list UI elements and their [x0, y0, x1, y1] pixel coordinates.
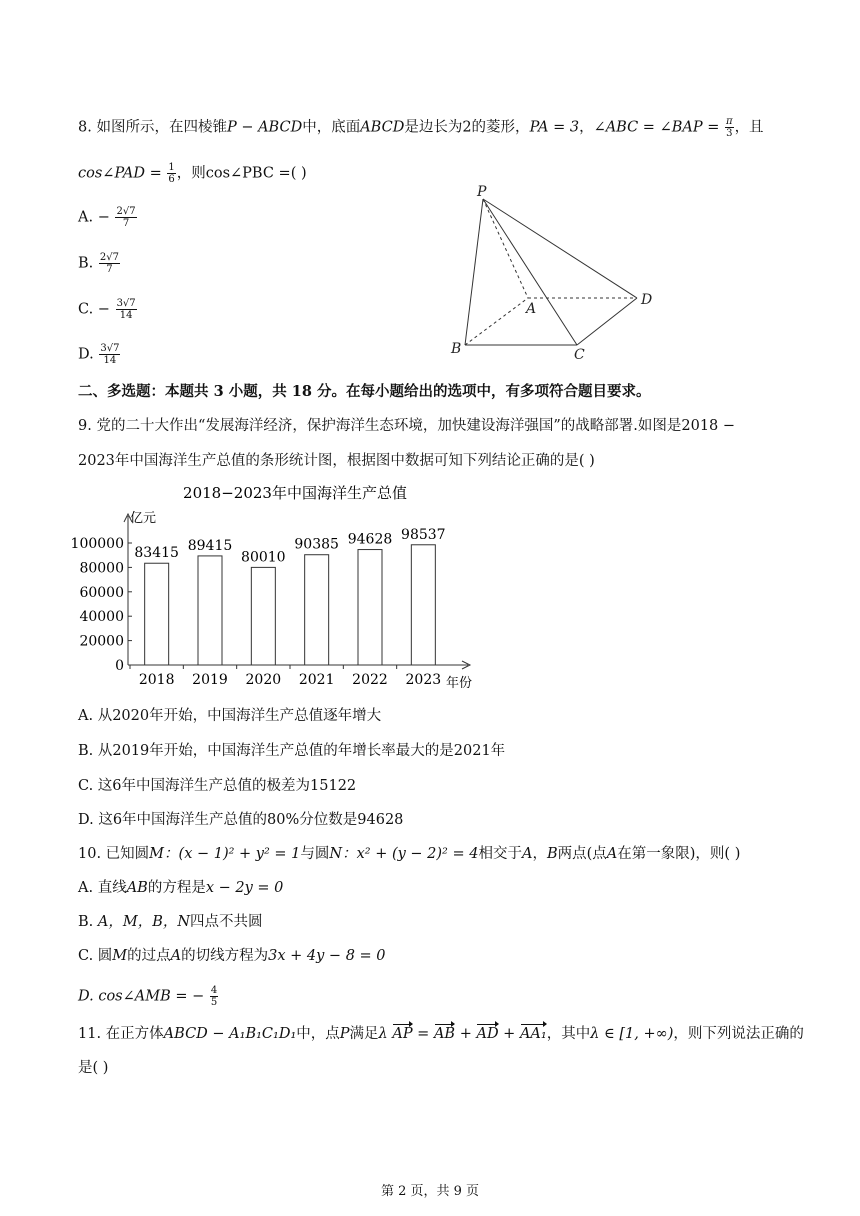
- q9-option-a: A. 从2020年开始，中国海洋生产总值逐年增大: [78, 708, 382, 724]
- q8-angles: ∠ABC = ∠BAP =: [593, 119, 720, 136]
- page-footer: 第 2 页，共 9 页: [380, 1184, 480, 1199]
- data-label: 98537: [401, 526, 446, 543]
- q8-stem-line2: [78, 162, 307, 185]
- q10-text: 两点(点: [557, 846, 607, 862]
- frac-num: 1: [168, 162, 175, 173]
- edge-cd: [577, 298, 637, 345]
- label-d: D: [641, 292, 653, 308]
- section-heading: [78, 381, 651, 403]
- bar-2020: [251, 567, 275, 665]
- q10-circle-n: N: [329, 846, 343, 862]
- bar-2019: [198, 556, 222, 665]
- q8-base: ABCD: [360, 119, 405, 136]
- y-tick-label: 60000: [79, 584, 124, 601]
- q10-text: 相交于: [478, 846, 522, 862]
- q11-cube: ABCD − A₁B₁C₁D₁: [163, 1026, 297, 1042]
- q9-stem-line2: 2023年中国海洋生产总值的条形统计图，根据图中数据可知下列结论正确的是( ): [78, 453, 595, 469]
- vector-aa1: AA₁: [520, 1023, 547, 1045]
- q10-option-d: [78, 985, 219, 1008]
- q10-math: A: [170, 948, 182, 964]
- frac-num: 2√7: [116, 206, 136, 217]
- q8-ask: ，则cos∠PBC =( ): [176, 165, 307, 182]
- frac-num: 3√7: [116, 298, 136, 309]
- q10-circle-m: M: [149, 846, 165, 862]
- q10-text: 10. 已知圆: [78, 846, 150, 862]
- q11-op: +: [455, 1026, 477, 1042]
- frac-den: 14: [103, 355, 117, 366]
- q10-text: ，: [532, 846, 547, 862]
- q10-text: 的方程是: [147, 880, 206, 896]
- q11-text: 满足: [349, 1026, 379, 1042]
- frac-num: 4: [210, 985, 218, 996]
- q10-text: 在第一象限)，则( ): [617, 846, 741, 862]
- q11-op: +: [498, 1026, 520, 1042]
- edge-pc: [483, 199, 577, 345]
- q10-math: 3x + 4y − 8 = 0: [268, 948, 386, 964]
- bar-2022: [358, 550, 382, 665]
- x-tick-label: 2020: [245, 672, 282, 688]
- section-text: 小题，共: [223, 383, 292, 400]
- x-tick-label: 2021: [298, 672, 335, 688]
- frac-den: 14: [119, 310, 133, 321]
- q8-text: 中，底面: [302, 119, 361, 136]
- q11-lambda: λ: [378, 1026, 388, 1042]
- frac-den: 6: [168, 174, 175, 185]
- one-sixth-fraction: [167, 162, 175, 185]
- pyramid-figure: [440, 180, 670, 360]
- pi-over-3-fraction: [725, 116, 734, 139]
- q10-text: 与圆: [300, 846, 330, 862]
- q10-option-a: [78, 877, 283, 899]
- label-p: P: [477, 184, 487, 200]
- chart-title: 2018−2023年中国海洋生产总值: [183, 484, 407, 502]
- option-label: A. −: [78, 209, 110, 226]
- frac-den: 3: [726, 128, 733, 139]
- vector-ap: AP: [392, 1023, 412, 1045]
- q8-tail: ，且: [734, 119, 764, 136]
- option-fraction: [99, 252, 120, 275]
- section-text: 分。在每小题给出的选项中，有多项符合题目要求。: [311, 383, 651, 400]
- frac-num: π: [725, 116, 733, 127]
- q11-range: λ ∈ [1, +∞): [590, 1026, 674, 1042]
- bar-2018: [145, 563, 169, 665]
- q8-cos-pad: cos∠PAD =: [78, 165, 162, 182]
- q8-option-c: [78, 298, 138, 321]
- q10-point: B: [546, 846, 558, 862]
- q11-text: ，则下列说法正确的: [673, 1026, 804, 1042]
- option-label: C. −: [78, 301, 110, 318]
- q11-text: ，其中: [546, 1026, 591, 1042]
- frac-den: 7: [122, 218, 130, 229]
- option-fraction: [116, 298, 137, 321]
- q10-math: A，M，B，N: [97, 914, 191, 930]
- q9-option-d: D. 这6年中国海洋生产总值的80%分位数是94628: [78, 812, 404, 828]
- data-label: 90385: [294, 536, 339, 553]
- vector-ad: AD: [476, 1023, 498, 1045]
- frac-num: 3√7: [100, 343, 120, 354]
- data-label: 89415: [187, 537, 233, 554]
- q9-option-c: C. 这6年中国海洋生产总值的极差为15122: [78, 778, 357, 794]
- y-tick-label: 0: [115, 658, 124, 674]
- q8-option-b: [78, 252, 121, 275]
- q8-option-d: [78, 343, 121, 366]
- q11-text: 11. 在正方体: [78, 1026, 164, 1042]
- q10-eq-m: ：(x − 1)² + y² = 1: [164, 846, 301, 862]
- q8-text: 是边长为2的菱形，: [404, 119, 530, 136]
- x-tick-label: 2023: [405, 672, 442, 688]
- q8-option-a: [78, 206, 138, 229]
- q11-point: P: [339, 1026, 350, 1042]
- option-label: D.: [78, 346, 94, 363]
- q10-point: A: [521, 846, 533, 862]
- frac-den: 5: [210, 997, 218, 1008]
- y-tick-label: 20000: [79, 633, 124, 650]
- q8-text: 8. 如图所示，在四棱锥: [78, 119, 227, 136]
- q10-text: B.: [78, 914, 98, 930]
- option-fraction: [99, 343, 120, 366]
- edge-pd: [483, 199, 637, 298]
- q10-eq-n: ：x² + (y − 2)² = 4: [342, 846, 479, 862]
- data-label: 83415: [134, 545, 179, 562]
- option-label: B.: [78, 255, 94, 272]
- four-fifths-fraction: [210, 985, 218, 1008]
- vector-ab: AB: [434, 1023, 455, 1045]
- q8-pyramid: P − ABCD: [226, 119, 303, 136]
- q10-math: AB: [126, 880, 148, 896]
- q10-option-b: [78, 911, 263, 933]
- y-tick-label: 80000: [79, 560, 124, 577]
- q10-text: 的切线方程为: [181, 948, 269, 964]
- q11-stem-line2: 是( ): [78, 1060, 109, 1076]
- q9-stem-line1: 9. 党的二十大作出“发展海洋经济，保护海洋生态环境，加快建设海洋强国”的战略部署.如图是2018 −: [78, 418, 736, 434]
- label-b: B: [451, 341, 462, 357]
- q10-option-c: [78, 945, 386, 967]
- q10-math: D. cos∠AMB = −: [78, 988, 205, 1005]
- q10-text: 四点不共圆: [190, 914, 263, 930]
- edge-ba-hidden: [465, 298, 528, 345]
- q8-pa: PA = 3: [529, 119, 580, 136]
- frac-num: 2√7: [99, 252, 119, 263]
- bar-2023: [411, 545, 435, 665]
- q10-text: C. 圆: [78, 948, 113, 964]
- q8-stem-line1: [78, 116, 764, 139]
- q9-option-b: B. 从2019年开始，中国海洋生产总值的年增长率最大的是2021年: [78, 743, 506, 759]
- frac-den: 7: [106, 264, 113, 275]
- section-count: 3: [213, 383, 224, 400]
- y-tick-label: 100000: [70, 536, 124, 552]
- y-axis-label: 亿元: [130, 511, 157, 526]
- q8-sep: ，: [579, 119, 594, 136]
- y-tick-label: 40000: [79, 609, 124, 626]
- data-label: 94628: [347, 531, 393, 548]
- q11-stem-line1: [78, 1023, 804, 1045]
- q11-op: =: [412, 1026, 434, 1042]
- x-tick-label: 2018: [138, 672, 175, 688]
- label-a: A: [526, 301, 537, 317]
- option-fraction: [115, 206, 136, 229]
- x-axis-label: 年份: [446, 676, 473, 691]
- q10-text: 的过点: [127, 948, 171, 964]
- bar-chart: [70, 478, 490, 693]
- q10-math: M: [112, 948, 128, 964]
- q10-stem: [78, 843, 740, 865]
- q10-math: x − 2y = 0: [205, 880, 284, 896]
- x-tick-label: 2019: [192, 672, 228, 688]
- q10-point: A: [606, 846, 618, 862]
- edge-pb: [465, 199, 483, 345]
- q10-text: A. 直线: [78, 880, 127, 896]
- q11-text: 中，点: [296, 1026, 340, 1042]
- section-text: 二、多选题：本题共: [78, 383, 214, 400]
- bar-2021: [305, 555, 329, 665]
- data-label: 80010: [241, 549, 286, 566]
- label-c: C: [574, 347, 585, 360]
- x-tick-label: 2022: [352, 672, 388, 688]
- section-points: 18: [291, 383, 312, 400]
